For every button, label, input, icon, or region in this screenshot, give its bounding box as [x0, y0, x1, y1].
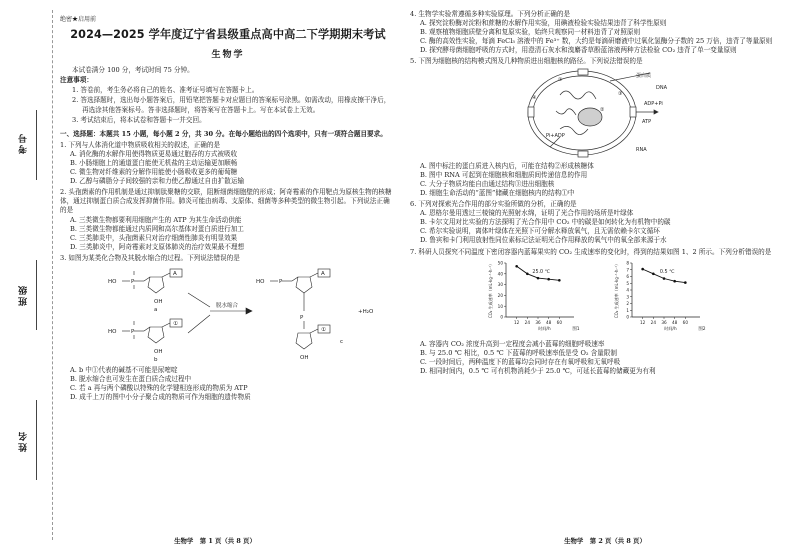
data-point	[537, 276, 540, 279]
exam-number-line	[36, 110, 48, 180]
fig-label-a: a	[154, 307, 158, 313]
data-point	[684, 281, 687, 284]
question-2-option-b: B. 三类微生物都能通过内质网和高尔基体对蛋白质进行加工	[70, 224, 244, 233]
y-axis-label: CO₂ 生成速率（mL·kg⁻¹·h⁻¹）	[614, 261, 619, 318]
fig-a-base: A	[173, 271, 177, 277]
fig-c-p2: P	[300, 315, 304, 321]
x-tick-label: 24	[524, 319, 531, 325]
fig-c-oh: OH	[300, 355, 309, 361]
question-7-stem: 7. 科研人员探究不同温度下密闭容器内蓝莓果实的 CO₂ 生成速率的变化时，得到的结果如图 1、2 所示。下列分析错误的是	[410, 247, 772, 256]
data-point	[641, 267, 644, 270]
section-1-heading: 一、选择题：本题共 15 小题，每小题 2 分，共 30 分。在每小题给出的四个选项中，只有一项符合题目要求。	[60, 129, 387, 138]
data-point	[515, 265, 518, 268]
x-tick-label: 36	[661, 319, 667, 325]
label-3: ③	[618, 90, 623, 97]
data-point	[526, 272, 529, 275]
x-tick-label: 24	[650, 319, 657, 325]
question-5-stem: 5. 下图为细胞核的结构模式图及几种物质进出细胞核的路径。下列说法错误的是	[410, 57, 643, 66]
y-tick-label: 0	[500, 314, 503, 320]
question-4-option-b: B. 观察植物细胞质壁分离和复原实验，始终只观察同一材料违背了对照原则	[420, 28, 641, 37]
question-6-option-a: A. 恩格尔曼用透过三棱镜的光照射水绵，证明了光合作用的场所是叶绿体	[420, 209, 634, 218]
x-axis-label: 时间/h	[664, 325, 677, 331]
score-line: 本试卷满分 100 分，考试时间 75 分钟。	[72, 66, 194, 75]
y-tick-label: 40	[497, 270, 503, 276]
note-2: 2. 答选择题时，选出每小题答案后，用铅笔把答题卡对应题目的答案标号涂黑。如需改动，用橡皮擦干净后，再选涂其他答案标号。答非选择题时，将答案写在答题卡上。写在本试卷上无效。	[72, 96, 391, 114]
question-1	[60, 141, 396, 186]
data-point	[547, 277, 550, 280]
nucleolus	[578, 108, 602, 126]
subject-title: 生物学	[211, 49, 245, 60]
question-6-stem: 6. 下列对探索光合作用的部分实验所做的分析，正确的是	[410, 200, 577, 209]
fig-b-base: ①	[173, 321, 178, 327]
x-tick-label: 60	[556, 319, 563, 325]
question-7-option-d: D. 相同时间内，0.5 ℃ 可有机物消耗少于 25.0 ℃，可延长蓝莓的储藏更为有利	[420, 366, 656, 375]
name-line	[36, 400, 48, 480]
data-point	[663, 277, 666, 280]
fig-water: +H₂O	[358, 309, 374, 315]
nuclear-pore-top	[578, 69, 588, 75]
question-4-option-c: C. 酶的高效性实验，每滴 FeCl₃ 溶液中的 Fe³⁺ 数，大约是每滴研磨液中过氧化氢酶分子数的 25 万倍，违背了等量原则	[420, 37, 773, 46]
question-7	[410, 248, 796, 377]
y-tick-label: 10	[497, 303, 503, 309]
question-7-option-b: B. 与 25.0 ℃ 相比，0.5 ℃ 下蓝莓的呼吸速率低是受 O₂ 含量限制	[420, 348, 617, 357]
y-tick-label: 5	[626, 280, 629, 286]
question-4-option-d: D. 探究酵母菌细胞呼吸的方式时，用澄清石灰水和溴麝香草酚蓝溶液两种方法检验 CO₂ 违背了单一变量原则	[420, 46, 737, 55]
question-6-option-b: B. 卡尔文用对比实验的方法探明了光合作用中 CO₂ 中的碳是如何转化为有机物中的碳	[420, 218, 671, 227]
y-tick-label: 3	[626, 293, 629, 299]
fig-b-oh: OH	[154, 349, 163, 355]
right-page	[410, 0, 800, 551]
question-5-option-c: C. 大分子物质均能自由通过结构③进出细胞核	[420, 179, 555, 188]
fig-c-ho: HO	[256, 279, 265, 285]
x-tick-label: 12	[639, 319, 646, 325]
y-tick-label: 4	[626, 287, 629, 293]
x-tick-label: 48	[671, 319, 678, 325]
question-4-option-a: A. 探究淀粉酶对淀粉和蔗糖的水解作用实验，用碘液检验实验结果违背了科学性原则	[420, 19, 667, 28]
right-content	[410, 8, 796, 376]
class-label: 班级	[19, 284, 29, 306]
question-6-option-c: C. 希尔实验说明，离体叶绿体在光照下可分解水释放氧气，且无需依赖卡尔文循环	[420, 227, 660, 236]
question-5-option-b: B. 图中 RNA 可起到在细胞核和细胞质间传递信息的作用	[420, 170, 588, 179]
nuclear-pore-left	[528, 107, 534, 117]
fig-a-ho: HO	[108, 279, 117, 285]
label-1: ①	[558, 76, 563, 83]
nucleotide-condensation-diagram	[60, 263, 396, 363]
fig-c-base-1: ①	[321, 327, 326, 333]
x-tick-label: 60	[682, 319, 689, 325]
left-footer: 生物学 第 1 页（共 8 页）	[174, 537, 256, 546]
x-tick-label: 48	[545, 319, 552, 325]
label-4: ④	[532, 94, 537, 101]
chart-25c	[487, 260, 580, 331]
question-3-stem: 3. 如图为某类化合物及其脱水缩合的过程。下列说法错误的是	[60, 253, 240, 262]
question-6	[410, 200, 796, 245]
question-3-option-c: C. 若 a 再与两个磷酸以特殊的化学键相连形成的物质为 ATP	[70, 384, 248, 393]
label-protein: 蛋白质	[636, 72, 652, 79]
x-tick-label: 36	[535, 319, 541, 325]
question-3	[60, 254, 396, 403]
question-2-option-c: C. 三类肺炎中，头孢菌素只对治疗细菌性肺炎有明显效果	[70, 233, 238, 242]
x-tick-label: 12	[513, 319, 520, 325]
y-tick-label: 0	[626, 314, 629, 320]
label-atp: ATP	[642, 118, 652, 125]
label-adp: ADP+Pi	[644, 100, 663, 107]
label-rna: RNA	[636, 146, 647, 153]
fig-c-p1: P	[279, 279, 283, 285]
fig-b-ho: HO	[108, 329, 117, 335]
binding-dotted-line	[52, 10, 53, 540]
exam-number-label: 考号	[19, 132, 29, 154]
exam-title: 2024—2025 学年度辽宁省县级重点高中高二下学期期末考试	[70, 28, 386, 42]
fig-label-b: b	[154, 357, 158, 363]
question-2-stem: 2. 头孢菌素的作用机制是通过抑制肽聚糖的交联，阻断细菌细胞壁的形成；阿奇霉素的作用靶点为原核生物的核糖体，通过抑制蛋白质合成发挥抑菌作用。肺炎可能由病毒、支原体、细菌等多种类型的微生物引起。下列说法正确的是	[60, 188, 392, 215]
fig-a-oh: OH	[154, 299, 163, 305]
fig-b-p: P	[131, 329, 135, 335]
y-tick-label: 1	[626, 307, 629, 313]
class-line	[36, 260, 48, 330]
question-7-option-c: C. 一段时间后，两种温度下的蓝莓均会同时存在有氧呼吸和无氧呼吸	[420, 357, 621, 366]
question-6-option-d: D. 鲁宾和卡门利用放射性同位素标记法证明光合作用释放的氧气中的氧全部来源于水	[420, 236, 667, 245]
chart-title: 0.5 ℃	[659, 269, 675, 275]
x-axis-label: 时间/h	[538, 325, 551, 331]
name-label: 姓名	[19, 430, 29, 452]
data-point	[673, 280, 676, 283]
fig-label-c: c	[340, 339, 344, 345]
fig-c-base-a: A	[321, 271, 325, 277]
note-3: 3. 考试结束后，将本试卷和答题卡一并交回。	[72, 115, 206, 124]
note-1: 1. 答卷前，考生务必将自己的姓名、准考证号填写在答题卡上。	[72, 86, 259, 95]
question-2-option-d: D. 三类肺炎中，阿奇霉素对支原体肺炎的治疗效果最不理想	[70, 242, 245, 251]
fig-arrow-label: 脱水缩合	[216, 303, 239, 309]
chart-title: 25.0 ℃	[532, 269, 550, 275]
y-tick-label: 6	[626, 273, 629, 279]
notes-title: 注意事项：	[60, 76, 93, 85]
label-dna: DNA	[656, 84, 668, 91]
label-pi-adp: Pi+ADP	[546, 132, 565, 139]
y-tick-label: 2	[626, 300, 629, 306]
chart-caption: 图1	[572, 326, 580, 332]
question-5-option-a: A. 图中标注的蛋白质进入核内后，可能在结构②形成核糖体	[420, 161, 594, 170]
question-3-option-a: A. b 中①代表的碱基不可能是尿嘧啶	[70, 366, 178, 375]
chart-caption: 图2	[698, 326, 706, 332]
y-tick-label: 30	[497, 281, 503, 287]
data-point	[558, 279, 561, 282]
left-content	[60, 16, 396, 402]
question-1-option-a: A. 消化酶的水解作用使得物质更易通过胞吞的方式被吸收	[70, 149, 238, 158]
question-1-option-b: B. 小肠细胞上的通道蛋白能使无机盐的主动运输更加顺畅	[70, 158, 238, 167]
question-5	[410, 57, 796, 198]
question-3-option-b: B. 脱水缩合也可发生在蛋白质合成过程中	[70, 375, 192, 384]
question-1-option-c: C. 微生物对纤维素的分解作用能使小肠吸收更多的葡萄糖	[70, 168, 238, 177]
question-2	[60, 188, 396, 252]
chart-05c	[613, 260, 706, 331]
question-5-option-d: D. 细胞生命活动的“蓝图”储藏在细胞核内的结构①中	[420, 188, 575, 197]
question-4	[410, 10, 796, 55]
question-3-option-d: D. 成千上万的图中小分子聚合成的物质可作为细胞的遗传物质	[70, 393, 251, 402]
nucleus-structure-diagram	[410, 67, 796, 159]
co2-rate-charts	[410, 257, 796, 337]
question-4-stem: 4. 生物学实验常遵循多种实验原理。下列分析正确的是	[410, 10, 571, 18]
question-2-option-a: A. 三类微生物都要利用细胞产生的 ATP 为其生命活动供能	[70, 215, 242, 224]
y-tick-label: 50	[497, 260, 503, 266]
question-1-stem: 1. 下列与人体消化道中物质吸收相关的叙述，正确的是	[60, 140, 221, 149]
y-axis-label: CO₂ 生成速率（mL·kg⁻¹·h⁻¹）	[488, 261, 493, 318]
y-tick-label: 8	[626, 260, 629, 266]
nuclear-pore-right	[630, 107, 636, 117]
nuclear-pore-bottom	[578, 151, 588, 157]
y-tick-label: 20	[497, 292, 503, 298]
question-7-option-a: A. 容器内 CO₂ 浓度升高到一定程度会减小蓝莓的细胞呼吸速率	[420, 339, 605, 348]
binding-margin	[0, 0, 56, 551]
label-2: ②	[600, 106, 605, 113]
secret-mark: 绝密★启用前	[60, 16, 97, 23]
right-footer: 生物学 第 2 页（共 8 页）	[564, 537, 646, 546]
data-point	[652, 272, 655, 275]
question-1-option-d: D. 乙醇与磷脂分子间较强的亲和力使乙醇通过自由扩散运输	[70, 177, 245, 186]
fig-a-p: P	[131, 279, 135, 285]
y-tick-label: 7	[626, 266, 629, 272]
